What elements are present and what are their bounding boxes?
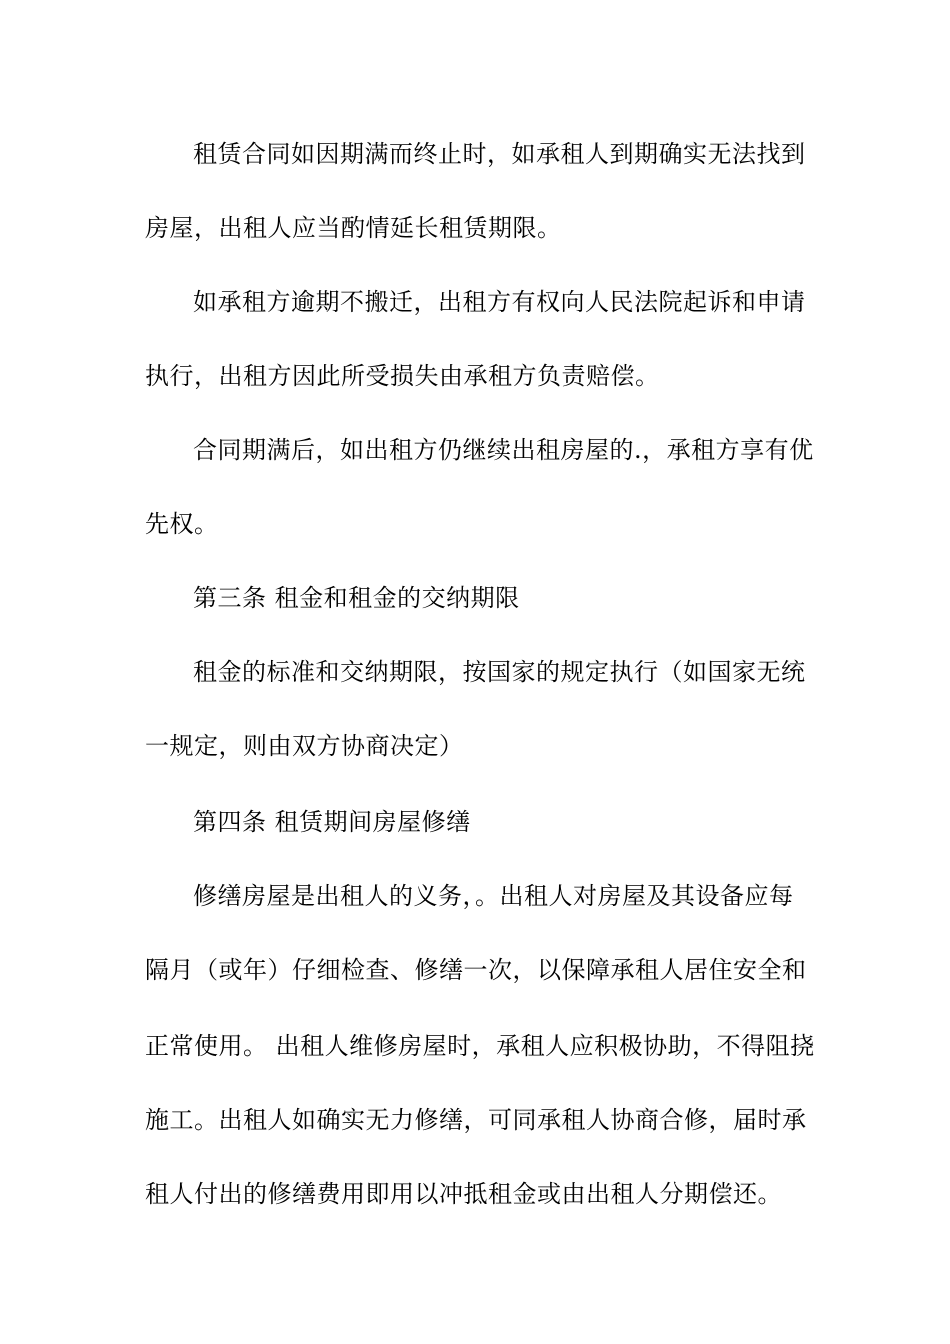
paragraph-4-line-2: 一规定，则由双方协商决定） — [145, 732, 464, 760]
article-3-heading: 第三条 租金和租金的交纳期限 — [193, 584, 520, 612]
paragraph-5-line-1: 修缮房屋是出租人的义务，。出租人对房屋及其设备应每 — [193, 882, 794, 910]
paragraph-4-line-1: 租金的标准和交纳期限，按国家的规定执行（如国家无统 — [193, 658, 806, 686]
paragraph-5-line-3: 正常使用。 出租人维修房屋时，承租人应积极协助，不得阻挠 — [145, 1032, 815, 1060]
paragraph-5-line-2: 隔月（或年）仔细检查、修缮一次，以保障承租人居住安全和 — [145, 956, 807, 984]
paragraph-3-line-1: 合同期满后，如出租方仍继续出租房屋的.，承租方享有优 — [193, 436, 814, 464]
paragraph-3-line-2: 先权。 — [145, 510, 219, 538]
paragraph-1-line-2: 房屋，出租人应当酌情延长租赁期限。 — [145, 214, 562, 242]
paragraph-1-line-1: 租赁合同如因期满而终止时，如承租人到期确实无法找到 — [193, 140, 806, 168]
article-4-heading: 第四条 租赁期间房屋修缮 — [193, 808, 471, 836]
paragraph-2-line-1: 如承租方逾期不搬迁，出租方有权向人民法院起诉和申请 — [193, 288, 806, 316]
paragraph-2-line-2: 执行，出租方因此所受损失由承租方负责赔偿。 — [145, 362, 660, 390]
paragraph-5-line-5: 租人付出的修缮费用即用以冲抵租金或由出租人分期偿还。 — [145, 1180, 782, 1208]
paragraph-5-line-4: 施工。出租人如确实无力修缮，可同承租人协商合修，届时承 — [145, 1106, 807, 1134]
